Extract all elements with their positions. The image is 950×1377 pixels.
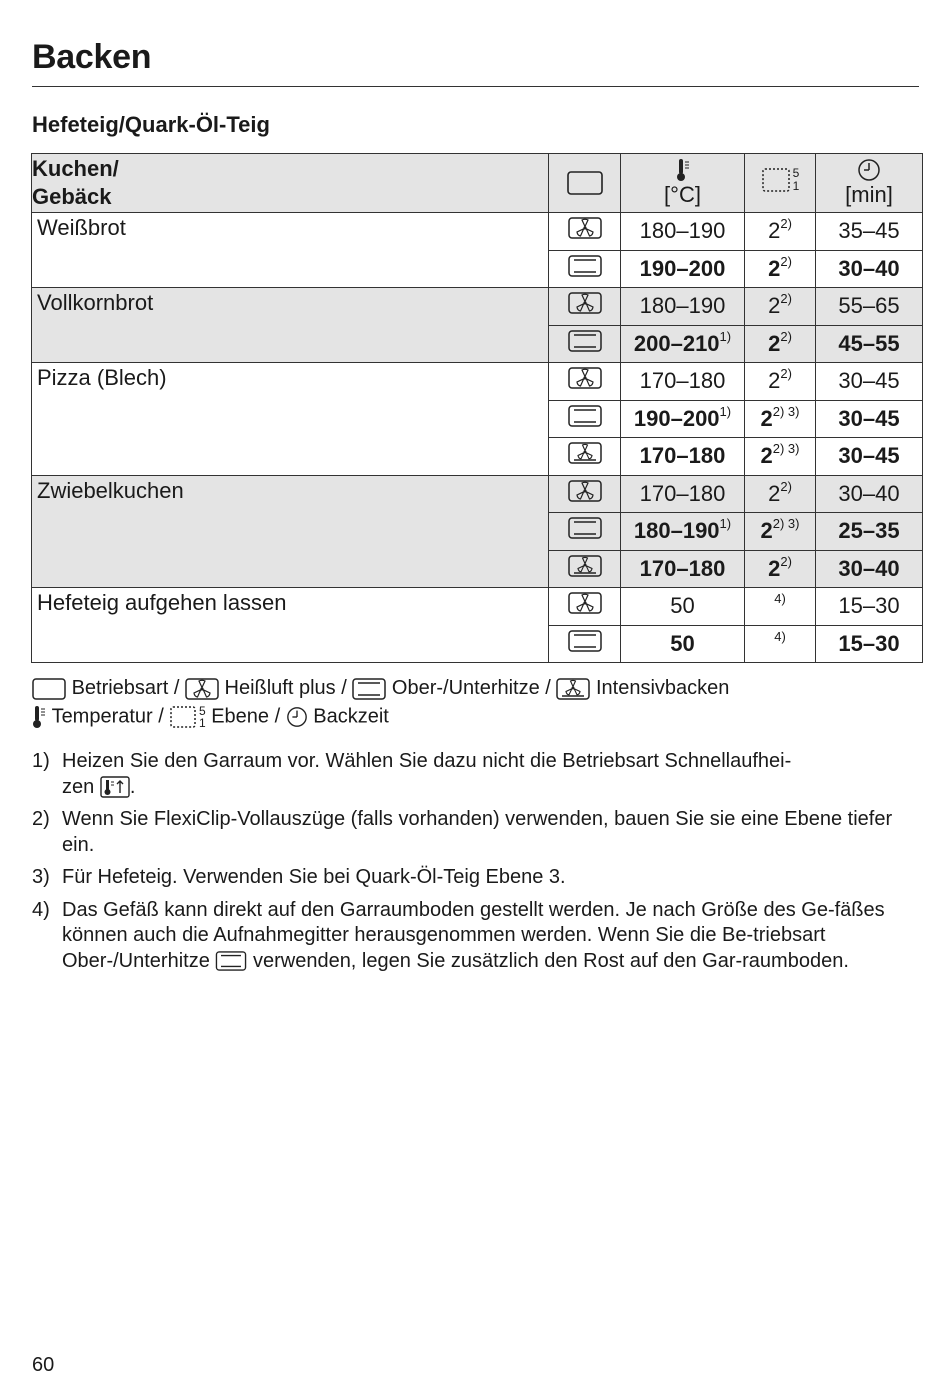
level-cell xyxy=(745,438,816,476)
level-cell xyxy=(745,325,816,363)
level-value: 2 xyxy=(768,555,781,581)
level-footnote: 2) xyxy=(780,291,792,307)
temp-cell xyxy=(621,250,745,288)
temp-cell xyxy=(621,438,745,476)
level-footnote: 4) xyxy=(774,628,786,644)
footnotes xyxy=(32,749,912,981)
ober-unterhitze-icon xyxy=(568,630,602,652)
footnote-text: . xyxy=(129,775,136,798)
time-value: 25–35 xyxy=(838,518,900,544)
temp-value: 180–190 xyxy=(639,293,726,319)
level-footnote: 2) 3) xyxy=(772,516,800,532)
time-cell xyxy=(816,213,923,251)
legend-ebene-top: 5 xyxy=(198,704,206,718)
mode-cell xyxy=(549,588,621,626)
time-value: 30–45 xyxy=(838,443,900,469)
baking-table xyxy=(31,153,923,663)
time-cell xyxy=(816,588,923,626)
level-footnote: 2) xyxy=(780,366,792,382)
time-value: 30–45 xyxy=(838,368,900,394)
intensivbacken-icon xyxy=(568,442,602,464)
header-temp xyxy=(621,154,745,213)
header-cake xyxy=(32,154,549,213)
level-value: 2 xyxy=(768,255,781,281)
temp-value: 170–180 xyxy=(639,443,726,469)
level-cell xyxy=(745,213,816,251)
mode-cell xyxy=(549,513,621,551)
temp-value: 170–180 xyxy=(639,368,726,394)
mode-cell xyxy=(549,363,621,401)
level-footnote: 2) xyxy=(780,328,792,344)
table-header-row xyxy=(32,154,923,213)
heissluft-plus-icon xyxy=(568,292,602,314)
time-cell xyxy=(816,250,923,288)
legend-intensiv: Intensivbacken xyxy=(595,677,730,700)
temp-cell xyxy=(621,400,745,438)
temp-value: 200–210 xyxy=(633,330,720,356)
time-cell xyxy=(816,400,923,438)
level-footnote: 2) xyxy=(780,253,792,269)
header-cake-line2: Gebäck xyxy=(32,184,112,209)
level-footnote: 2) 3) xyxy=(772,403,800,419)
legend-line-2 xyxy=(32,705,389,729)
ebene-icon xyxy=(169,705,197,729)
level-cell xyxy=(745,363,816,401)
cake-name-cell xyxy=(32,213,549,288)
level-footnote: 2) xyxy=(780,553,792,569)
temp-footnote: 1) xyxy=(719,328,732,344)
legend-ebene: Ebene / xyxy=(211,705,281,728)
cake-name-cell xyxy=(32,363,549,476)
legend-ebene-bottom: 1 xyxy=(198,716,206,730)
footnote-number: 1) xyxy=(32,750,50,772)
time-cell xyxy=(816,325,923,363)
mode-cell xyxy=(549,475,621,513)
legend-temperatur: Temperatur / xyxy=(51,705,164,728)
heissluft-plus-icon xyxy=(568,217,602,239)
page-title: Backen xyxy=(32,38,152,76)
mode-cell xyxy=(549,250,621,288)
heissluft-plus-icon xyxy=(568,367,602,389)
level-value: 2 xyxy=(760,405,773,431)
header-mode xyxy=(549,154,621,213)
footnote-3 xyxy=(32,865,912,891)
level-value: 2 xyxy=(760,443,773,469)
page-number: 60 xyxy=(32,1354,55,1376)
level-footnote: 2) xyxy=(780,216,792,232)
temp-value: 170–180 xyxy=(639,555,726,581)
time-cell xyxy=(816,513,923,551)
level-value: 2 xyxy=(768,368,781,394)
mode-cell xyxy=(549,550,621,588)
cake-name: Hefeteig aufgehen lassen xyxy=(37,590,287,615)
table-row xyxy=(32,213,923,251)
cake-name-cell xyxy=(32,475,549,588)
temp-cell xyxy=(621,213,745,251)
ober-unterhitze-icon xyxy=(215,951,247,971)
ebene-icon xyxy=(761,167,791,193)
level-cell xyxy=(745,400,816,438)
table-row xyxy=(32,475,923,513)
temp-cell xyxy=(621,513,745,551)
legend-betriebsart: Betriebsart / xyxy=(71,677,180,700)
betriebsart-icon xyxy=(32,678,66,700)
cake-name-cell xyxy=(32,588,549,663)
mode-cell xyxy=(549,213,621,251)
level-cell xyxy=(745,550,816,588)
heissluft-plus-icon xyxy=(185,678,219,700)
ober-unterhitze-icon xyxy=(568,517,602,539)
header-time-unit: [min] xyxy=(845,182,893,207)
intensivbacken-icon xyxy=(568,555,602,577)
header-cake-line1: Kuchen/ xyxy=(32,156,119,181)
footnote-text: Das Gefäß kann direkt auf den Garraumboden gestellt werden. Je nach Größe des Ge-fäßes können auch die Aufnahmegitter herausgenommen werden. Wenn Sie die Be-triebsart Ober-/Unterhitze xyxy=(62,898,885,972)
level-value: 2 xyxy=(768,480,781,506)
level-cell xyxy=(745,588,816,626)
cake-name: Pizza (Blech) xyxy=(37,365,167,390)
header-level-top: 5 xyxy=(792,166,800,180)
level-value: 2 xyxy=(760,518,773,544)
temp-value: 190–200 xyxy=(633,405,720,431)
mode-cell xyxy=(549,325,621,363)
time-value: 30–40 xyxy=(838,255,900,281)
level-footnote: 2) xyxy=(780,478,792,494)
legend-oberunter: Ober-/Unterhitze / xyxy=(391,677,551,700)
temp-footnote: 1) xyxy=(719,403,732,419)
ober-unterhitze-icon xyxy=(568,405,602,427)
level-cell xyxy=(745,513,816,551)
cake-name: Zwiebelkuchen xyxy=(37,477,184,503)
cake-name: Weißbrot xyxy=(37,215,126,240)
table-row xyxy=(32,588,923,626)
temp-value: 190–200 xyxy=(639,255,726,281)
time-cell xyxy=(816,288,923,326)
level-cell xyxy=(745,250,816,288)
level-value: 2 xyxy=(768,293,781,319)
time-value: 45–55 xyxy=(838,330,900,356)
time-value: 15–30 xyxy=(838,630,900,656)
title-divider xyxy=(32,86,919,87)
ober-unterhitze-icon xyxy=(568,255,602,277)
mode-cell xyxy=(549,625,621,663)
time-value: 30–40 xyxy=(838,555,900,581)
footnote-text: Heizen Sie den Garraum vor. Wählen Sie dazu nicht die Betriebsart Schnellaufhei- xyxy=(62,750,792,772)
heissluft-plus-icon xyxy=(568,592,602,614)
header-time xyxy=(816,154,923,213)
temp-cell xyxy=(621,363,745,401)
cake-name: Vollkornbrot xyxy=(37,290,154,315)
header-level xyxy=(745,154,816,213)
ober-unterhitze-icon xyxy=(352,678,386,700)
level-footnote: 4) xyxy=(774,591,786,607)
header-level-bottom: 1 xyxy=(792,179,800,193)
table-row xyxy=(32,288,923,326)
time-cell xyxy=(816,475,923,513)
temp-cell xyxy=(621,325,745,363)
temp-value: 50 xyxy=(670,593,695,619)
legend-heissluft: Heißluft plus / xyxy=(224,677,347,700)
footnote-number: 3) xyxy=(32,866,50,888)
mode-cell xyxy=(549,288,621,326)
footnote-1 xyxy=(32,749,912,800)
footnote-text: Für Hefeteig. Verwenden Sie bei Quark-Öl-Teig Ebene 3. xyxy=(62,866,566,888)
section-heading: Hefeteig/Quark-Öl-Teig xyxy=(32,112,270,137)
temp-cell xyxy=(621,475,745,513)
time-value: 35–45 xyxy=(838,218,900,244)
betriebsart-icon xyxy=(567,171,603,195)
temp-value: 170–180 xyxy=(639,480,726,506)
thermometer-icon xyxy=(676,158,690,182)
footnote-text: verwenden, legen Sie zusätzlich den Rost auf den Gar-raumboden. xyxy=(252,949,849,972)
footnote-text: Wenn Sie FlexiClip-Vollauszüge (falls vorhanden) verwenden, bauen Sie sie eine Ebene tiefer ein. xyxy=(62,808,893,856)
table-row xyxy=(32,363,923,401)
level-cell xyxy=(745,288,816,326)
footnote-4 xyxy=(32,898,912,975)
mode-cell xyxy=(549,438,621,476)
thermometer-icon xyxy=(32,705,46,729)
footnote-text: zen xyxy=(62,775,95,798)
level-value: 2 xyxy=(768,330,781,356)
time-value: 15–30 xyxy=(838,593,900,619)
time-cell xyxy=(816,550,923,588)
footnote-number: 2) xyxy=(32,808,50,830)
time-value: 30–45 xyxy=(838,405,900,431)
mode-cell xyxy=(549,400,621,438)
cake-name-cell xyxy=(32,288,549,363)
time-cell xyxy=(816,438,923,476)
clock-icon xyxy=(857,158,881,182)
temp-cell xyxy=(621,550,745,588)
ober-unterhitze-icon xyxy=(568,330,602,352)
legend-backzeit: Backzeit xyxy=(313,705,389,728)
time-value: 30–40 xyxy=(838,480,900,506)
header-temp-unit: [°C] xyxy=(664,182,701,207)
legend-line-1 xyxy=(32,677,729,700)
time-cell xyxy=(816,625,923,663)
level-cell xyxy=(745,625,816,663)
footnote-2 xyxy=(32,807,912,858)
footnote-number: 4) xyxy=(32,898,50,921)
time-value: 55–65 xyxy=(838,293,900,319)
level-value: 2 xyxy=(768,218,781,244)
temp-cell xyxy=(621,625,745,663)
temp-value: 180–190 xyxy=(633,518,720,544)
temp-footnote: 1) xyxy=(719,516,732,532)
level-cell xyxy=(745,475,816,513)
clock-icon xyxy=(286,706,308,728)
level-footnote: 2) 3) xyxy=(772,441,800,457)
temp-cell xyxy=(621,288,745,326)
schnellaufheizen-icon xyxy=(100,776,130,798)
heissluft-plus-icon xyxy=(568,480,602,502)
intensivbacken-icon xyxy=(556,678,590,700)
temp-value: 50 xyxy=(670,630,695,656)
temp-value: 180–190 xyxy=(639,218,726,244)
temp-cell xyxy=(621,588,745,626)
time-cell xyxy=(816,363,923,401)
